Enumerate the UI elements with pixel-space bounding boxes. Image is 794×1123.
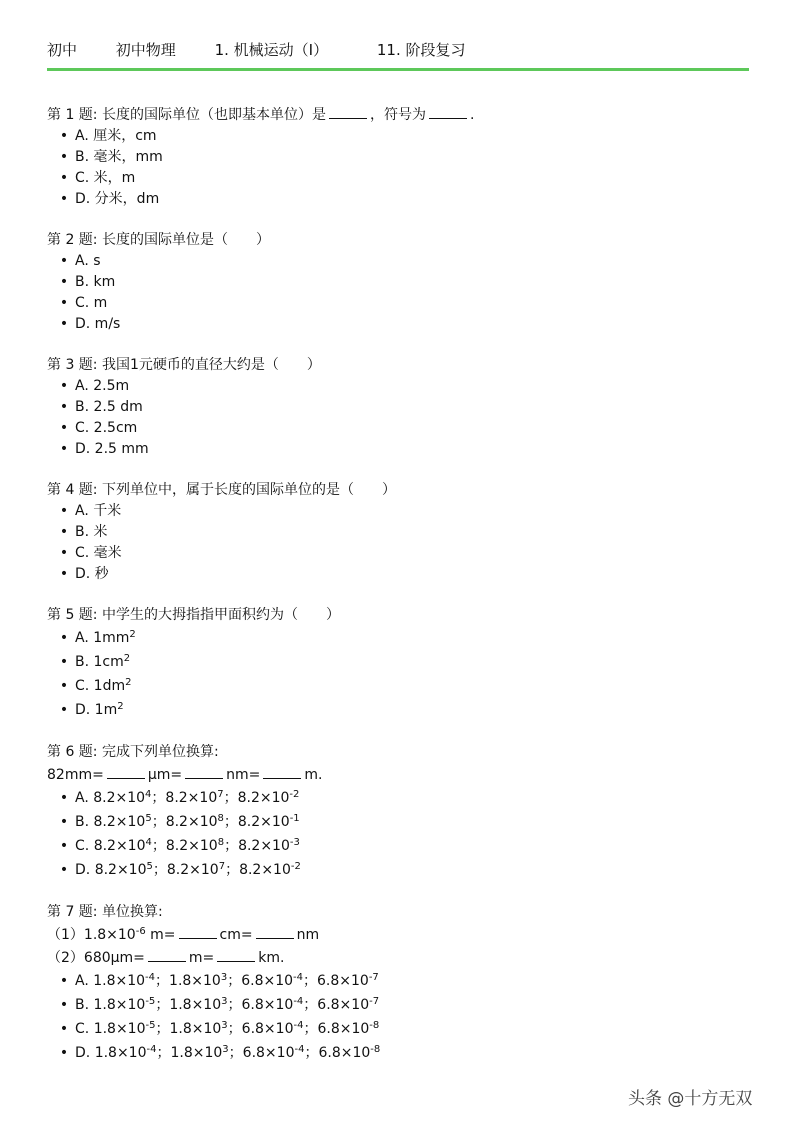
answer-blank — [148, 946, 186, 962]
conversion-line: 82mm= μm= nm= m. — [47, 763, 749, 786]
answer-blank — [107, 763, 145, 779]
bullet-icon: • — [59, 702, 69, 718]
option-list — [47, 626, 749, 722]
option-b[interactable]: • B. km — [75, 272, 749, 293]
bullet-icon: • — [59, 545, 69, 561]
bullet-icon: • — [59, 790, 69, 806]
question-number: 第 1 题: — [47, 107, 98, 123]
option-d[interactable]: • D. 秒 — [75, 564, 749, 585]
question-3 — [47, 355, 749, 460]
breadcrumb-level-2: 初中物理 — [115, 41, 176, 59]
option-c[interactable]: • C. $8.2\times 10^4$；$8.2\times 10^8$；$8.2\times 10^{-3}$ — [75, 834, 749, 858]
option-list — [47, 376, 749, 460]
bullet-icon: • — [59, 678, 69, 694]
answer-blank — [256, 923, 294, 939]
bullet-icon: • — [59, 1021, 69, 1037]
bullet-icon: • — [59, 838, 69, 854]
question-stem: 第 5 题: 中学生的大拇指指甲面积约为（ ） — [47, 607, 340, 623]
bullet-icon: • — [59, 295, 69, 311]
question-7 — [47, 902, 749, 1065]
option-c[interactable]: • C. $1.8\times 10^{-5}$；$1.8\times 10^3$；$6.8\times 10^{-4}$；$6.8\times 10^{-8}$ — [75, 1017, 749, 1041]
question-stem: 第 6 题: 完成下列单位换算: — [47, 744, 219, 760]
bullet-icon: • — [59, 253, 69, 269]
bullet-icon: • — [59, 316, 69, 332]
option-d[interactable]: • D. 2.5 mm — [75, 439, 749, 460]
option-a[interactable]: • A. 2.5m — [75, 376, 749, 397]
option-list — [47, 969, 749, 1065]
breadcrumb-level-1: 初中 — [47, 41, 78, 59]
question-number: 第 5 题: — [47, 607, 98, 623]
option-c[interactable]: • C. m — [75, 293, 749, 314]
option-d[interactable]: • D. 分米，dm — [75, 189, 749, 210]
sub-question-1: $(1)1.8\times 10^{-6}$ m= cm= nm — [47, 923, 749, 946]
answer-blank — [429, 103, 467, 119]
question-list — [47, 103, 749, 1085]
bullet-icon: • — [59, 814, 69, 830]
option-b[interactable]: • B. 米 — [75, 522, 749, 543]
breadcrumb-level-4: 11. 阶段复习 — [376, 41, 466, 59]
header-divider — [47, 68, 749, 71]
question-stem: 第 3 题: 我国1元硬币的直径大约是（ ） — [47, 357, 321, 373]
question-stem: 第 4 题: 下列单位中，属于长度的国际单位的是（ ） — [47, 482, 396, 498]
option-a[interactable]: • A. $1.8\times 10^{-4}$；$1.8\times 10^3$；$6.8\times 10^{-4}$；$6.8\times 10^{-7}$ — [75, 969, 749, 993]
option-list — [47, 501, 749, 585]
bullet-icon: • — [59, 524, 69, 540]
bullet-icon: • — [59, 997, 69, 1013]
question-stem: 第 2 题: 长度的国际单位是（ ） — [47, 232, 270, 248]
option-a[interactable]: • A. 千米 — [75, 501, 749, 522]
bullet-icon: • — [59, 503, 69, 519]
question-stem: 第 7 题: 单位换算: — [47, 904, 163, 920]
sub-question-2: （2）680μm= m= km. — [47, 946, 749, 969]
question-number: 第 6 题: — [47, 744, 98, 760]
question-number: 第 3 题: — [47, 357, 98, 373]
option-list — [47, 786, 749, 882]
question-5 — [47, 605, 749, 722]
bullet-icon: • — [59, 630, 69, 646]
breadcrumb-level-3: 1. 机械运动（I） — [214, 41, 329, 59]
question-number: 第 2 题: — [47, 232, 98, 248]
bullet-icon: • — [59, 378, 69, 394]
answer-blank — [185, 763, 223, 779]
option-c[interactable]: • C. 2.5cm — [75, 418, 749, 439]
question-number: 第 4 题: — [47, 482, 98, 498]
option-list — [47, 251, 749, 335]
answer-blank — [329, 103, 367, 119]
option-c[interactable]: • C. 米，m — [75, 168, 749, 189]
answer-blank — [179, 923, 217, 939]
bullet-icon: • — [59, 399, 69, 415]
question-6 — [47, 742, 749, 882]
question-stem: 第 1 题: 长度的国际单位（也即基本单位）是 ，符号为 . — [47, 103, 749, 126]
option-d[interactable]: • D. $8.2\times 10^5$；$8.2\times 10^7$；$8.2\times 10^{-2}$ — [75, 858, 749, 882]
bullet-icon: • — [59, 973, 69, 989]
option-d[interactable]: • D. $1m^2$ — [75, 698, 749, 722]
question-4 — [47, 480, 749, 585]
option-a[interactable]: • A. $1mm^2$ — [75, 626, 749, 650]
watermark: 头条 @十方无双 — [628, 1089, 753, 1109]
option-d[interactable]: • D. m/s — [75, 314, 749, 335]
bullet-icon: • — [59, 170, 69, 186]
option-c[interactable]: • C. 毫米 — [75, 543, 749, 564]
option-b[interactable]: • B. 2.5 dm — [75, 397, 749, 418]
bullet-icon: • — [59, 862, 69, 878]
option-a[interactable]: • A. $8.2\times 10^4$；$8.2\times 10^7$；$8.2\times 10^{-2}$ — [75, 786, 749, 810]
option-b[interactable]: • B. 毫米，mm — [75, 147, 749, 168]
option-list — [47, 126, 749, 210]
option-a[interactable]: • A. 厘米，cm — [75, 126, 749, 147]
question-2 — [47, 230, 749, 335]
breadcrumb — [47, 40, 749, 60]
answer-blank — [217, 946, 255, 962]
question-1 — [47, 103, 749, 210]
bullet-icon: • — [59, 149, 69, 165]
option-a[interactable]: • A. s — [75, 251, 749, 272]
bullet-icon: • — [59, 654, 69, 670]
bullet-icon: • — [59, 441, 69, 457]
option-b[interactable]: • B. $1.8\times 10^{-5}$；$1.8\times 10^3$；$6.8\times 10^{-4}$；$6.8\times 10^{-7}$ — [75, 993, 749, 1017]
bullet-icon: • — [59, 566, 69, 582]
option-b[interactable]: • B. $8.2\times 10^5$；$8.2\times 10^8$；$8.2\times 10^{-1}$ — [75, 810, 749, 834]
question-number: 第 7 题: — [47, 904, 98, 920]
bullet-icon: • — [59, 1045, 69, 1061]
option-d[interactable]: • D. $1.8\times 10^{-4}$；$1.8\times 10^3$；$6.8\times 10^{-4}$；$6.8\times 10^{-8}$ — [75, 1041, 749, 1065]
answer-blank — [263, 763, 301, 779]
bullet-icon: • — [59, 420, 69, 436]
option-b[interactable]: • B. $1cm^2$ — [75, 650, 749, 674]
option-c[interactable]: • C. $1dm^2$ — [75, 674, 749, 698]
bullet-icon: • — [59, 191, 69, 207]
bullet-icon: • — [59, 274, 69, 290]
bullet-icon: • — [59, 128, 69, 144]
